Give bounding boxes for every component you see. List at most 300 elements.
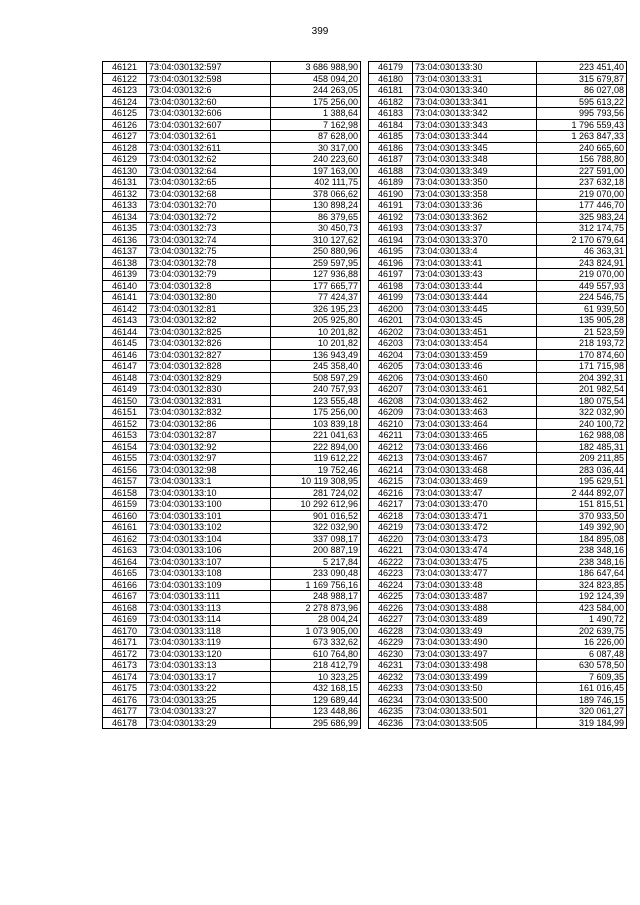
cadastral-number-cell: 73:04:030133:31 [413, 73, 537, 85]
row-number-cell: 46145 [103, 338, 147, 350]
table-row [369, 257, 627, 269]
table-row [369, 200, 627, 212]
cadastral-value-cell: 250 880,96 [271, 246, 361, 258]
table-row [369, 384, 627, 396]
cadastral-value-cell: 221 041,63 [271, 430, 361, 442]
cadastral-number-cell: 73:04:030133:488 [413, 602, 537, 614]
table-row [103, 683, 361, 695]
row-number-cell: 46202 [369, 326, 413, 338]
cadastral-number-cell: 73:04:030132:92 [147, 441, 271, 453]
row-number-cell: 46162 [103, 533, 147, 545]
cadastral-number-cell: 73:04:030133:45 [413, 315, 537, 327]
row-number-cell: 46163 [103, 545, 147, 557]
table-row [103, 119, 361, 131]
table-row [103, 487, 361, 499]
cadastral-number-cell: 73:04:030133:464 [413, 418, 537, 430]
row-number-cell: 46134 [103, 211, 147, 223]
table-row [103, 614, 361, 626]
table-row [103, 591, 361, 603]
cadastral-value-cell: 30 450,73 [271, 223, 361, 235]
table-row [103, 292, 361, 304]
cadastral-number-cell: 73:04:030133:50 [413, 683, 537, 695]
table-row [369, 349, 627, 361]
cadastral-value-cell: 204 392,31 [537, 372, 627, 384]
cadastral-number-cell: 73:04:030132:611 [147, 142, 271, 154]
cadastral-value-cell: 177 665,77 [271, 280, 361, 292]
table-row [103, 142, 361, 154]
row-number-cell: 46168 [103, 602, 147, 614]
cadastral-value-cell: 610 764,80 [271, 648, 361, 660]
table-row [369, 533, 627, 545]
cadastral-value-cell: 10 323,25 [271, 671, 361, 683]
cadastral-value-cell: 10 119 308,95 [271, 476, 361, 488]
cadastral-value-cell: 238 348,16 [537, 556, 627, 568]
table-row [369, 154, 627, 166]
table-row [103, 108, 361, 120]
cadastral-number-cell: 73:04:030133:474 [413, 545, 537, 557]
cadastral-value-cell: 233 090,48 [271, 568, 361, 580]
cadastral-number-cell: 73:04:030133:499 [413, 671, 537, 683]
cadastral-number-cell: 73:04:030133:460 [413, 372, 537, 384]
cadastral-number-cell: 73:04:030132:831 [147, 395, 271, 407]
row-number-cell: 46196 [369, 257, 413, 269]
table-row [103, 464, 361, 476]
table-row [369, 453, 627, 465]
row-number-cell: 46192 [369, 211, 413, 223]
cadastral-number-cell: 73:04:030133:109 [147, 579, 271, 591]
cadastral-number-cell: 73:04:030133:47 [413, 487, 537, 499]
table-row [103, 430, 361, 442]
table-row [103, 476, 361, 488]
cadastral-value-cell: 135 905,28 [537, 315, 627, 327]
cadastral-value-cell: 103 839,18 [271, 418, 361, 430]
row-number-cell: 46191 [369, 200, 413, 212]
cadastral-number-cell: 73:04:030132:82 [147, 315, 271, 327]
cadastral-number-cell: 73:04:030132:826 [147, 338, 271, 350]
row-number-cell: 46197 [369, 269, 413, 281]
row-number-cell: 46221 [369, 545, 413, 557]
row-number-cell: 46194 [369, 234, 413, 246]
table-row [103, 303, 361, 315]
cadastral-value-cell: 219 070,00 [537, 188, 627, 200]
cadastral-number-cell: 73:04:030132:87 [147, 430, 271, 442]
cadastral-number-cell: 73:04:030133:461 [413, 384, 537, 396]
row-number-cell: 46209 [369, 407, 413, 419]
row-number-cell: 46151 [103, 407, 147, 419]
cadastral-number-cell: 73:04:030133:459 [413, 349, 537, 361]
cadastral-value-cell: 130 898,24 [271, 200, 361, 212]
cadastral-number-cell: 73:04:030132:75 [147, 246, 271, 258]
cadastral-number-cell: 73:04:030133:487 [413, 591, 537, 603]
table-row [369, 671, 627, 683]
cadastral-value-cell: 28 004,24 [271, 614, 361, 626]
row-number-cell: 46236 [369, 717, 413, 729]
table-row [103, 453, 361, 465]
row-number-cell: 46188 [369, 165, 413, 177]
row-number-cell: 46234 [369, 694, 413, 706]
table-row [369, 223, 627, 235]
table-row [103, 407, 361, 419]
cadastral-number-cell: 73:04:030133:343 [413, 119, 537, 131]
table-row [369, 131, 627, 143]
table-row [103, 441, 361, 453]
table-row [103, 556, 361, 568]
table-row [103, 326, 361, 338]
cadastral-value-cell: 423 584,00 [537, 602, 627, 614]
table-row [103, 579, 361, 591]
cadastral-value-cell: 295 686,99 [271, 717, 361, 729]
cadastral-value-cell: 595 613,22 [537, 96, 627, 108]
cadastral-number-cell: 73:04:030132:97 [147, 453, 271, 465]
table-row [369, 591, 627, 603]
table-row [103, 338, 361, 350]
table-row [369, 694, 627, 706]
cadastral-value-cell: 326 195,23 [271, 303, 361, 315]
cadastral-value-cell: 240 757,93 [271, 384, 361, 396]
cadastral-value-cell: 197 163,00 [271, 165, 361, 177]
row-number-cell: 46131 [103, 177, 147, 189]
cadastral-number-cell: 73:04:030133:444 [413, 292, 537, 304]
row-number-cell: 46230 [369, 648, 413, 660]
cadastral-value-cell: 136 943,49 [271, 349, 361, 361]
cadastral-number-cell: 73:04:030133:36 [413, 200, 537, 212]
row-number-cell: 46227 [369, 614, 413, 626]
cadastral-value-cell: 161 016,45 [537, 683, 627, 695]
cadastral-number-cell: 73:04:030133:445 [413, 303, 537, 315]
row-number-cell: 46141 [103, 292, 147, 304]
row-number-cell: 46224 [369, 579, 413, 591]
cadastral-value-cell: 402 111,75 [271, 177, 361, 189]
table-row [369, 522, 627, 534]
cadastral-number-cell: 73:04:030133:468 [413, 464, 537, 476]
cadastral-number-cell: 73:04:030132:6 [147, 85, 271, 97]
table-row [103, 694, 361, 706]
cadastral-value-cell: 184 895,08 [537, 533, 627, 545]
row-number-cell: 46178 [103, 717, 147, 729]
cadastral-value-cell: 283 036,44 [537, 464, 627, 476]
cadastral-value-cell: 61 939,50 [537, 303, 627, 315]
cadastral-number-cell: 73:04:030132:598 [147, 73, 271, 85]
cadastral-value-cell: 202 639,75 [537, 625, 627, 637]
table-row [369, 602, 627, 614]
cadastral-number-cell: 73:04:030133:48 [413, 579, 537, 591]
cadastral-number-cell: 73:04:030133:473 [413, 533, 537, 545]
row-number-cell: 46183 [369, 108, 413, 120]
cadastral-value-cell: 180 075,54 [537, 395, 627, 407]
cadastral-number-cell: 73:04:030133:100 [147, 499, 271, 511]
cadastral-number-cell: 73:04:030132:828 [147, 361, 271, 373]
cadastral-number-cell: 73:04:030133:345 [413, 142, 537, 154]
row-number-cell: 46211 [369, 430, 413, 442]
cadastral-value-cell: 123 448,86 [271, 706, 361, 718]
table-row [103, 315, 361, 327]
cadastral-value-cell: 205 925,80 [271, 315, 361, 327]
row-number-cell: 46204 [369, 349, 413, 361]
cadastral-number-cell: 73:04:030133:501 [413, 706, 537, 718]
row-number-cell: 46167 [103, 591, 147, 603]
table-row [369, 545, 627, 557]
cadastral-value-cell: 171 715,98 [537, 361, 627, 373]
cadastral-number-cell: 73:04:030133:349 [413, 165, 537, 177]
row-number-cell: 46177 [103, 706, 147, 718]
cadastral-value-cell: 315 679,87 [537, 73, 627, 85]
cadastral-value-cell: 227 591,00 [537, 165, 627, 177]
table-row [103, 499, 361, 511]
row-number-cell: 46218 [369, 510, 413, 522]
table-row [103, 372, 361, 384]
cadastral-value-cell: 449 557,93 [537, 280, 627, 292]
cadastral-number-cell: 73:04:030133:114 [147, 614, 271, 626]
cadastral-number-cell: 73:04:030132:832 [147, 407, 271, 419]
cadastral-value-cell: 149 392,90 [537, 522, 627, 534]
cadastral-number-cell: 73:04:030133:490 [413, 637, 537, 649]
cadastral-value-cell: 238 348,16 [537, 545, 627, 557]
row-number-cell: 46229 [369, 637, 413, 649]
table-row [103, 165, 361, 177]
table-row [369, 372, 627, 384]
table-row [369, 487, 627, 499]
cadastral-value-cell: 5 217,84 [271, 556, 361, 568]
table-row [103, 188, 361, 200]
table-row [103, 73, 361, 85]
row-number-cell: 46157 [103, 476, 147, 488]
row-number-cell: 46203 [369, 338, 413, 350]
cadastral-number-cell: 73:04:030133:4 [413, 246, 537, 258]
cadastral-value-cell: 86 027,08 [537, 85, 627, 97]
row-number-cell: 46186 [369, 142, 413, 154]
cadastral-value-cell: 245 358,40 [271, 361, 361, 373]
cadastral-value-cell: 630 578,50 [537, 660, 627, 672]
row-number-cell: 46210 [369, 418, 413, 430]
cadastral-number-cell: 73:04:030133:118 [147, 625, 271, 637]
row-number-cell: 46175 [103, 683, 147, 695]
cadastral-value-cell: 46 363,31 [537, 246, 627, 258]
cadastral-value-cell: 1 388,64 [271, 108, 361, 120]
row-number-cell: 46222 [369, 556, 413, 568]
cadastral-value-cell: 1 169 756,16 [271, 579, 361, 591]
cadastral-value-cell: 508 597,29 [271, 372, 361, 384]
row-number-cell: 46217 [369, 499, 413, 511]
row-number-cell: 46148 [103, 372, 147, 384]
table-row [369, 303, 627, 315]
cadastral-number-cell: 73:04:030133:350 [413, 177, 537, 189]
cadastral-number-cell: 73:04:030132:62 [147, 154, 271, 166]
table-row [103, 62, 361, 74]
table-row [369, 62, 627, 74]
cadastral-value-cell: 218 193,72 [537, 338, 627, 350]
cadastral-number-cell: 73:04:030132:606 [147, 108, 271, 120]
cadastral-value-cell: 240 100,72 [537, 418, 627, 430]
cadastral-number-cell: 73:04:030133:463 [413, 407, 537, 419]
cadastral-value-cell: 432 168,15 [271, 683, 361, 695]
row-number-cell: 46129 [103, 154, 147, 166]
cadastral-value-cell: 248 988,17 [271, 591, 361, 603]
table-row [103, 154, 361, 166]
cadastral-value-cell: 192 124,39 [537, 591, 627, 603]
cadastral-number-cell: 73:04:030133:111 [147, 591, 271, 603]
row-number-cell: 46180 [369, 73, 413, 85]
row-number-cell: 46176 [103, 694, 147, 706]
row-number-cell: 46198 [369, 280, 413, 292]
row-number-cell: 46171 [103, 637, 147, 649]
cadastral-number-cell: 73:04:030133:107 [147, 556, 271, 568]
row-number-cell: 46122 [103, 73, 147, 85]
row-number-cell: 46187 [369, 154, 413, 166]
cadastral-value-cell: 186 647,64 [537, 568, 627, 580]
row-number-cell: 46159 [103, 499, 147, 511]
cadastral-value-cell: 127 936,88 [271, 269, 361, 281]
row-number-cell: 46216 [369, 487, 413, 499]
table-row [103, 131, 361, 143]
cadastral-value-cell: 200 887,19 [271, 545, 361, 557]
row-number-cell: 46174 [103, 671, 147, 683]
cadastral-number-cell: 73:04:030133:465 [413, 430, 537, 442]
cadastral-value-cell: 901 016,52 [271, 510, 361, 522]
row-number-cell: 46215 [369, 476, 413, 488]
cadastral-number-cell: 73:04:030132:70 [147, 200, 271, 212]
row-number-cell: 46184 [369, 119, 413, 131]
row-number-cell: 46164 [103, 556, 147, 568]
table-row [103, 522, 361, 534]
row-number-cell: 46160 [103, 510, 147, 522]
cadastral-value-cell: 123 555,48 [271, 395, 361, 407]
table-row [103, 395, 361, 407]
row-number-cell: 46149 [103, 384, 147, 396]
cadastral-value-cell: 3 686 988,90 [271, 62, 361, 74]
cadastral-number-cell: 73:04:030132:8 [147, 280, 271, 292]
row-number-cell: 46169 [103, 614, 147, 626]
cadastral-value-cell: 310 127,62 [271, 234, 361, 246]
cadastral-value-cell: 337 098,17 [271, 533, 361, 545]
cadastral-value-cell: 2 170 679,64 [537, 234, 627, 246]
row-number-cell: 46219 [369, 522, 413, 534]
cadastral-value-cell: 6 087,48 [537, 648, 627, 660]
cadastral-number-cell: 73:04:030132:79 [147, 269, 271, 281]
row-number-cell: 46228 [369, 625, 413, 637]
cadastral-number-cell: 73:04:030133:454 [413, 338, 537, 350]
cadastral-number-cell: 73:04:030133:108 [147, 568, 271, 580]
cadastral-value-cell: 312 174,75 [537, 223, 627, 235]
table-row [103, 545, 361, 557]
cadastral-number-cell: 73:04:030133:44 [413, 280, 537, 292]
row-number-cell: 46231 [369, 660, 413, 672]
row-number-cell: 46206 [369, 372, 413, 384]
table-row [369, 614, 627, 626]
cadastral-value-cell: 156 788,80 [537, 154, 627, 166]
row-number-cell: 46155 [103, 453, 147, 465]
register-table-right [368, 61, 627, 729]
cadastral-value-cell: 222 894,00 [271, 441, 361, 453]
table-row [103, 96, 361, 108]
table-row [369, 108, 627, 120]
cadastral-value-cell: 319 184,99 [537, 717, 627, 729]
table-row [369, 315, 627, 327]
cadastral-value-cell: 1 263 847,33 [537, 131, 627, 143]
table-row [369, 510, 627, 522]
cadastral-number-cell: 73:04:030133:472 [413, 522, 537, 534]
cadastral-number-cell: 73:04:030133:37 [413, 223, 537, 235]
table-row [369, 246, 627, 258]
row-number-cell: 46135 [103, 223, 147, 235]
cadastral-number-cell: 73:04:030133:30 [413, 62, 537, 74]
cadastral-number-cell: 73:04:030133:120 [147, 648, 271, 660]
cadastral-number-cell: 73:04:030132:829 [147, 372, 271, 384]
cadastral-number-cell: 73:04:030133:348 [413, 154, 537, 166]
cadastral-value-cell: 30 317,00 [271, 142, 361, 154]
cadastral-number-cell: 73:04:030132:65 [147, 177, 271, 189]
table-row [103, 257, 361, 269]
table-row [369, 499, 627, 511]
row-number-cell: 46137 [103, 246, 147, 258]
table-row [103, 200, 361, 212]
table-row [369, 96, 627, 108]
table-row [103, 384, 361, 396]
row-number-cell: 46143 [103, 315, 147, 327]
table-row [369, 441, 627, 453]
cadastral-value-cell: 77 424,37 [271, 292, 361, 304]
table-row [369, 579, 627, 591]
row-number-cell: 46233 [369, 683, 413, 695]
table-row [369, 717, 627, 729]
register-table-left [102, 61, 361, 729]
cadastral-number-cell: 73:04:030132:61 [147, 131, 271, 143]
row-number-cell: 46152 [103, 418, 147, 430]
cadastral-number-cell: 73:04:030132:607 [147, 119, 271, 131]
table-row [369, 292, 627, 304]
cadastral-value-cell: 87 628,00 [271, 131, 361, 143]
cadastral-value-cell: 21 523,59 [537, 326, 627, 338]
row-number-cell: 46212 [369, 441, 413, 453]
cadastral-value-cell: 378 066,62 [271, 188, 361, 200]
row-number-cell: 46179 [369, 62, 413, 74]
row-number-cell: 46181 [369, 85, 413, 97]
row-number-cell: 46223 [369, 568, 413, 580]
cadastral-number-cell: 73:04:030133:27 [147, 706, 271, 718]
row-number-cell: 46147 [103, 361, 147, 373]
cadastral-number-cell: 73:04:030133:102 [147, 522, 271, 534]
table-row [369, 85, 627, 97]
cadastral-value-cell: 182 485,31 [537, 441, 627, 453]
cadastral-value-cell: 201 982,54 [537, 384, 627, 396]
cadastral-value-cell: 195 629,51 [537, 476, 627, 488]
row-number-cell: 46153 [103, 430, 147, 442]
cadastral-value-cell: 1 796 559,43 [537, 119, 627, 131]
cadastral-number-cell: 73:04:030132:60 [147, 96, 271, 108]
cadastral-value-cell: 10 292 612,96 [271, 499, 361, 511]
cadastral-value-cell: 223 451,40 [537, 62, 627, 74]
cadastral-value-cell: 7 609,35 [537, 671, 627, 683]
cadastral-number-cell: 73:04:030133:505 [413, 717, 537, 729]
row-number-cell: 46225 [369, 591, 413, 603]
table-row [369, 338, 627, 350]
cadastral-value-cell: 458 094,20 [271, 73, 361, 85]
cadastral-value-cell: 177 446,70 [537, 200, 627, 212]
cadastral-value-cell: 16 226,00 [537, 637, 627, 649]
cadastral-value-cell: 2 278 873,96 [271, 602, 361, 614]
cadastral-number-cell: 73:04:030133:29 [147, 717, 271, 729]
row-number-cell: 46140 [103, 280, 147, 292]
row-number-cell: 46132 [103, 188, 147, 200]
cadastral-value-cell: 19 752,46 [271, 464, 361, 476]
table-row [369, 280, 627, 292]
cadastral-value-cell: 170 874,60 [537, 349, 627, 361]
cadastral-number-cell: 73:04:030133:340 [413, 85, 537, 97]
table-row [369, 361, 627, 373]
cadastral-number-cell: 73:04:030133:49 [413, 625, 537, 637]
table-row [103, 717, 361, 729]
row-number-cell: 46214 [369, 464, 413, 476]
cadastral-value-cell: 10 201,82 [271, 326, 361, 338]
